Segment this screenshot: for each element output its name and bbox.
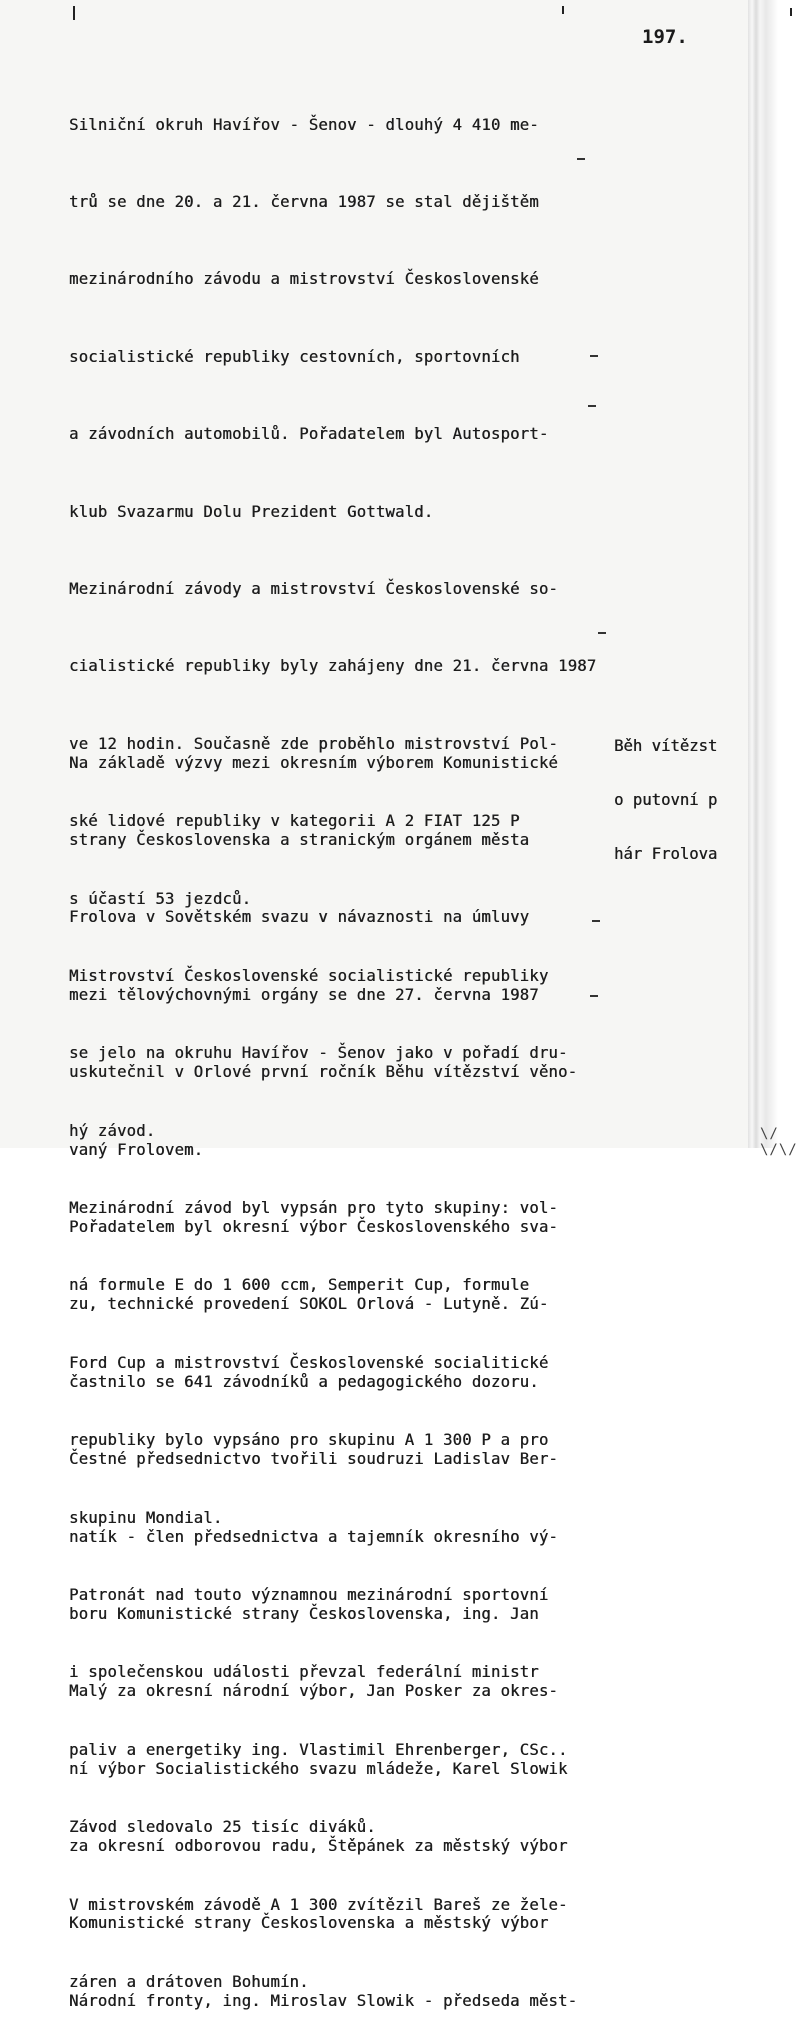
- text-line: Frolova v Sovětském svazu v návaznosti na úmluvy: [69, 908, 530, 927]
- text-line: záren a drátoven Bohumín.: [69, 1972, 309, 1991]
- text-line: cialistické republiky byly zahájeny dne 21. června 1987: [69, 657, 597, 676]
- margin-note-line: hár Frolova: [614, 845, 718, 863]
- text-line: Pořadatelem byl okresní výbor Československého sva-: [69, 1217, 558, 1236]
- text-line: hý závod.: [69, 1121, 156, 1140]
- text-line: za okresní odborovou radu, Štěpánek za městský výbor: [69, 1837, 568, 1856]
- text-line: ní výbor Socialistického svazu mládeže, Karel Slowik: [69, 1759, 568, 1778]
- text-line: uskutečnil v Orlové první ročník Běhu vítězství věno-: [69, 1063, 578, 1082]
- margin-dash-mark: [598, 632, 606, 634]
- text-line: trů se dne 20. a 21. června 1987 se stal dějištěm: [69, 192, 539, 211]
- margin-dash-mark: [590, 995, 598, 997]
- text-line: Mezinárodní závody a mistrovství Československé so-: [69, 579, 558, 598]
- text-line: Závod sledovalo 25 tisíc diváků.: [69, 1818, 376, 1837]
- binding-mark: [790, 8, 792, 16]
- margin-note-line: o putovní p: [614, 791, 718, 809]
- text-line: Na základě výzvy mezi okresním výborem Komunistické: [69, 753, 558, 772]
- text-line: natík - člen předsednictva a tajemník okresního vý-: [69, 1527, 558, 1546]
- text-line: socialistické republiky cestovních, sportovních: [69, 347, 520, 366]
- text-line: Silniční okruh Havířov - Šenov - dlouhý 4 410 me-: [69, 115, 539, 134]
- text-line: i společenskou události převzal federální ministr: [69, 1663, 539, 1682]
- binding-mark: [562, 6, 564, 14]
- text-line: V mistrovském závodě A 1 300 zvítězil Bareš ze žele-: [69, 1895, 568, 1914]
- page-number: 197.: [642, 26, 688, 48]
- binding-mark: [73, 6, 75, 20]
- edge-marks: \/ \/\/: [760, 1126, 798, 1158]
- text-line: mezi tělovýchovnými orgány se dne 27. června 1987: [69, 985, 539, 1004]
- text-line: zu, technické provedení SOKOL Orlová - Lutyně. Zú-: [69, 1295, 549, 1314]
- text-line: ve 12 hodin. Současně zde proběhlo mistrovství Pol-: [69, 734, 558, 753]
- text-line: ná formule E do 1 600 ccm, Semperit Cup, formule: [69, 1276, 530, 1295]
- text-line: častnilo se 641 závodníků a pedagogického dozoru.: [69, 1372, 539, 1391]
- text-line: se jelo na okruhu Havířov - Šenov jako v pořadí dru-: [69, 1044, 568, 1063]
- text-line: Čestné předsednictvo tvořili soudruzi Ladislav Ber-: [69, 1450, 558, 1469]
- text-line: strany Československa a stranickým orgánem města: [69, 830, 530, 849]
- text-line: vaný Frolovem.: [69, 1140, 204, 1159]
- margin-dash-mark: [592, 920, 600, 922]
- margin-dash-mark: [577, 158, 585, 160]
- text-line: Komunistické strany Československa a městský výbor: [69, 1914, 549, 1933]
- text-line: Malý za okresní národní výbor, Jan Posker za okres-: [69, 1682, 558, 1701]
- text-line: Mezinárodní závod byl vypsán pro tyto skupiny: vol-: [69, 1199, 558, 1218]
- body-text-section-2: [69, 699, 577, 2040]
- text-line: Národní fronty, ing. Miroslav Slowik - předseda měst-: [69, 1991, 578, 2010]
- text-line: mezinárodního závodu a mistrovství Československé: [69, 270, 539, 289]
- page-stack-edge: [748, 0, 810, 1148]
- margin-dash-mark: [590, 355, 598, 357]
- text-line: Mistrovství Československé socialistické republiky: [69, 966, 549, 985]
- margin-dash-mark: [588, 405, 596, 407]
- text-line: s účastí 53 jezdců.: [69, 889, 252, 908]
- text-line: boru Komunistické strany Československa, ing. Jan: [69, 1604, 539, 1623]
- text-line: republiky bylo vypsáno pro skupinu A 1 300 P a pro: [69, 1431, 549, 1450]
- text-line: klub Svazarmu Dolu Prezident Gottwald.: [69, 502, 434, 521]
- text-line: skupinu Mondial.: [69, 1508, 223, 1527]
- margin-note-line: Běh vítězst: [614, 737, 718, 755]
- text-line: a závodních automobilů. Pořadatelem byl Autosport-: [69, 425, 549, 444]
- text-line: paliv a energetiky ing. Vlastimil Ehrenberger, CSc..: [69, 1740, 568, 1759]
- text-line: Ford Cup a mistrovství Československé socialitické: [69, 1353, 549, 1372]
- text-line: ské lidové republiky v kategorii A 2 FIAT 125 P: [69, 812, 520, 831]
- text-line: Patronát nad touto významnou mezinárodní sportovní: [69, 1586, 549, 1605]
- margin-note: [614, 701, 748, 881]
